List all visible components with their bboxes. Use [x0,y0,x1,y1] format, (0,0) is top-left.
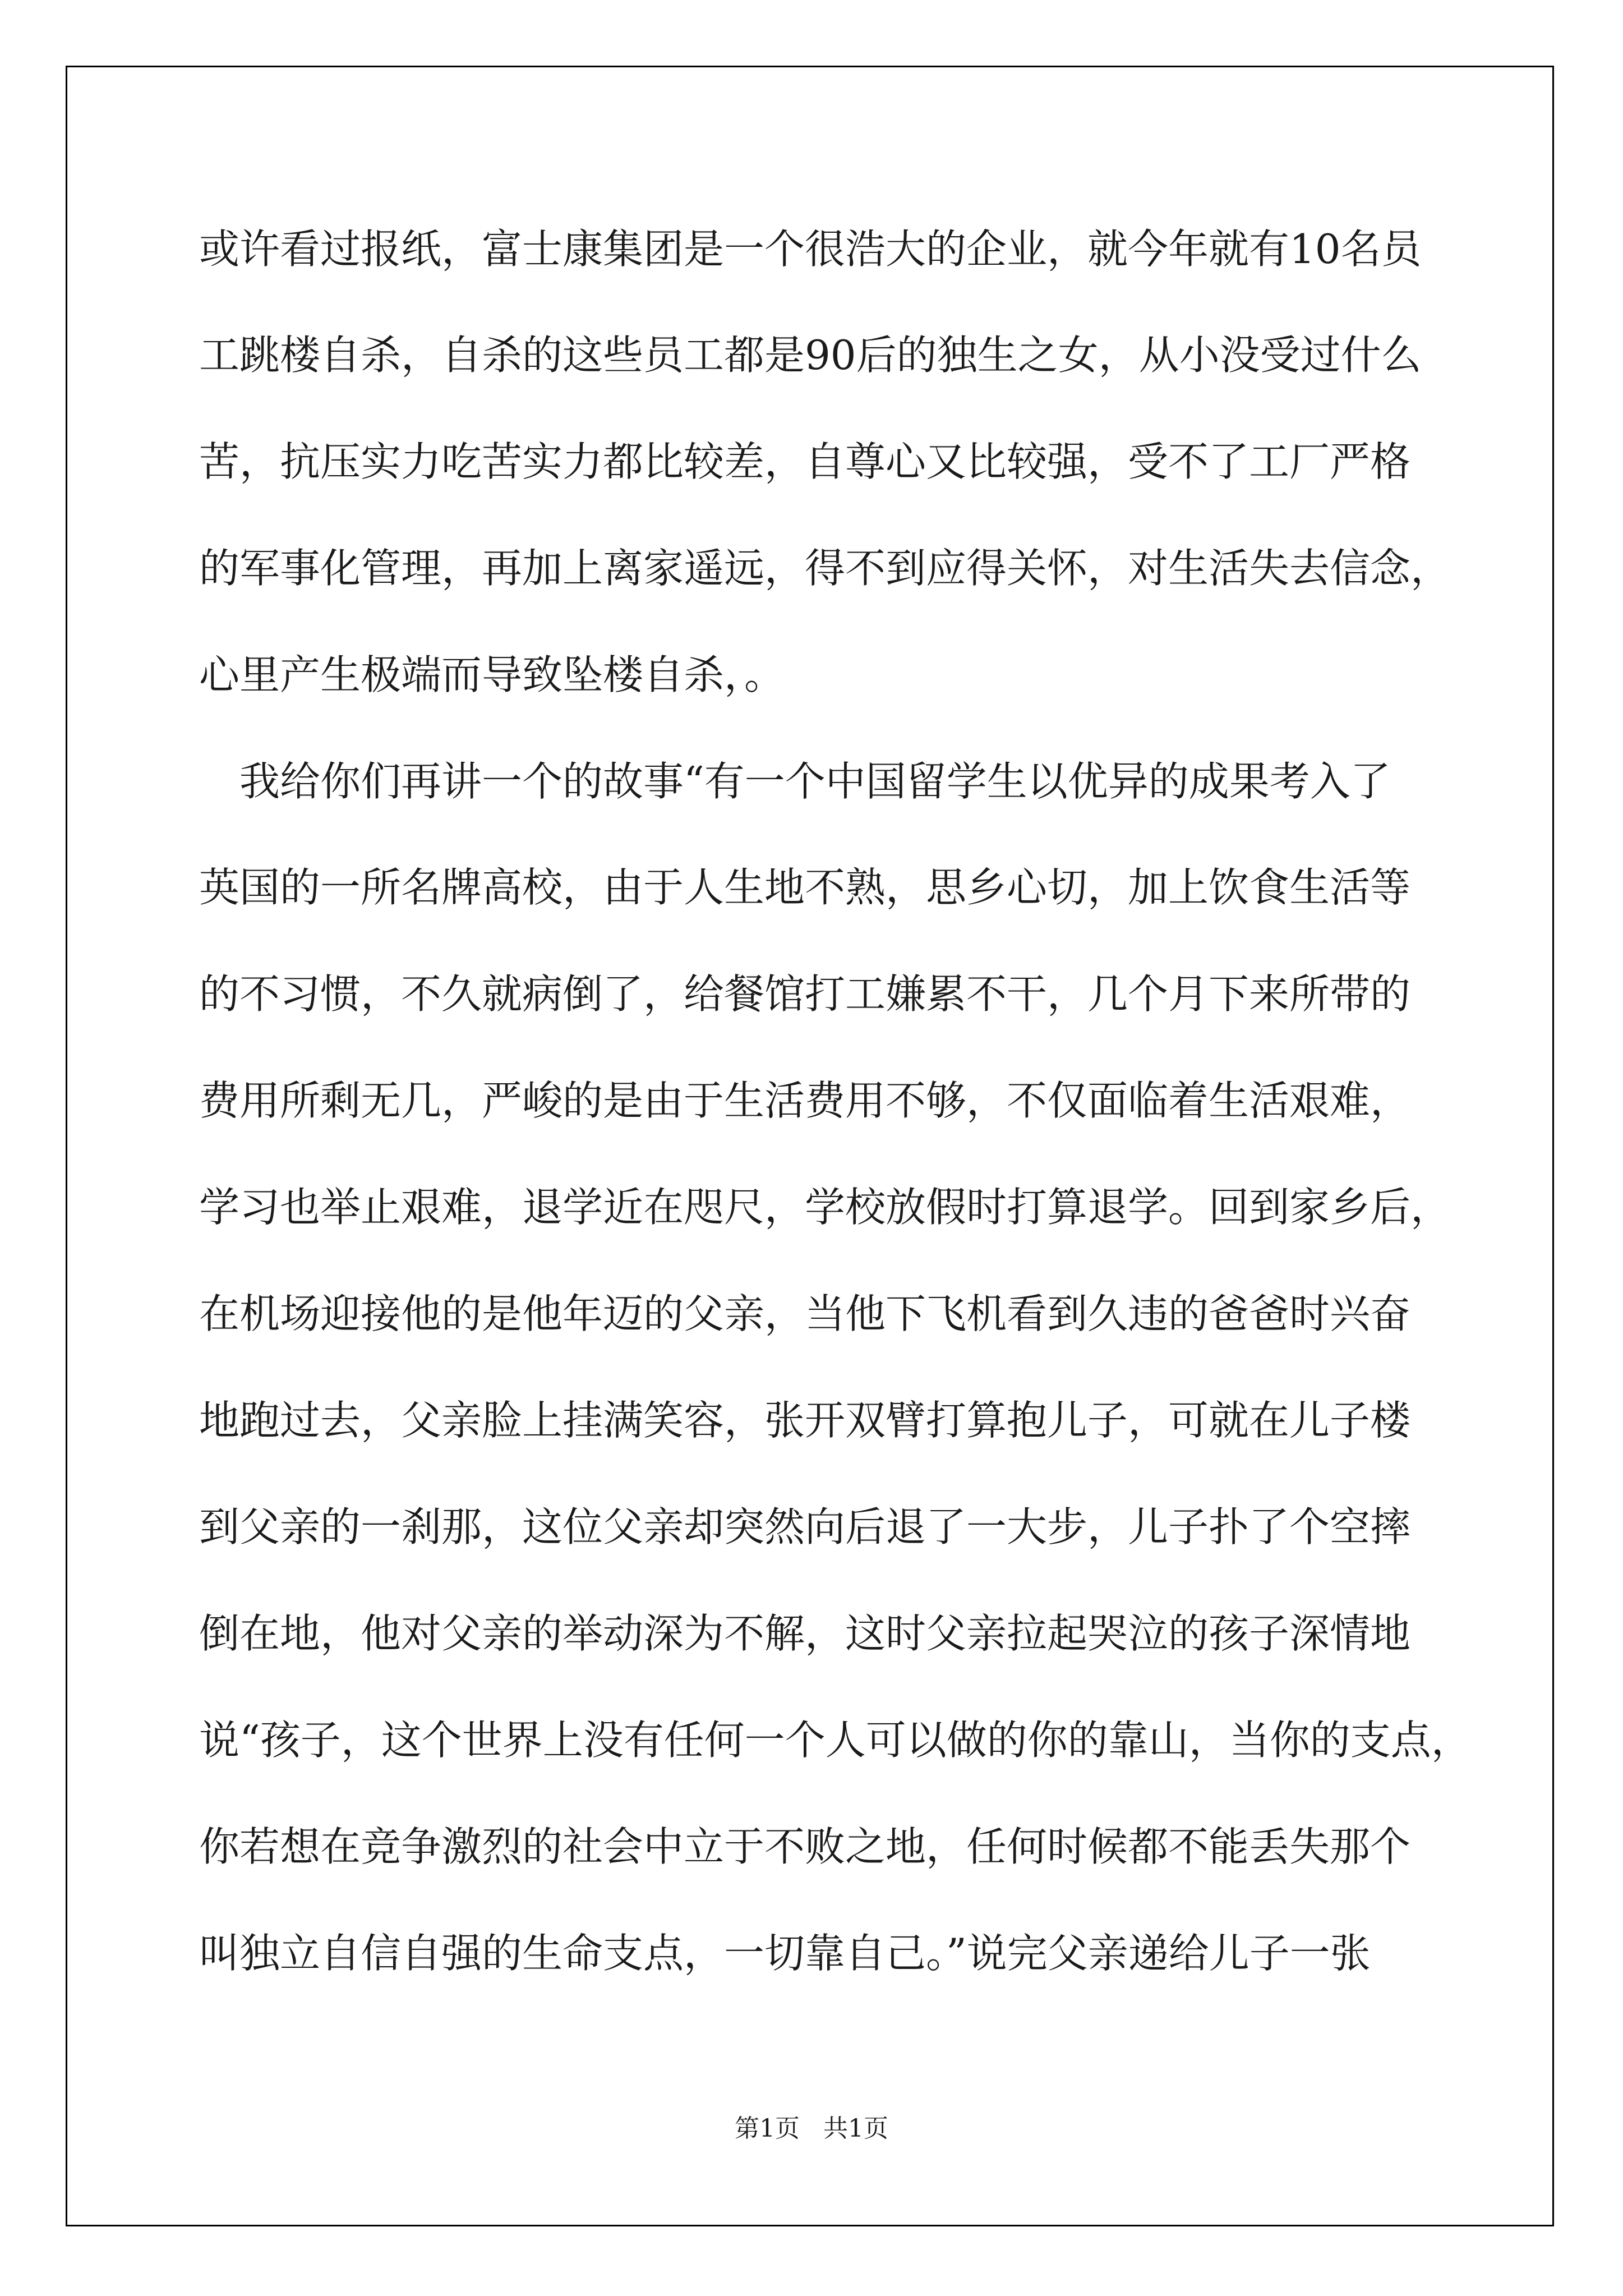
paragraph-line: 在机场迎接他的是他年迈的父亲，当他下飞机看到久违的爸爸时兴奋 [199,1290,1411,1337]
page-border [66,66,1554,2226]
paragraph-line: 的军事化管理，再加上离家遥远，得不到应得关怀，对生活失去信念， [199,545,1451,592]
paragraph-line: 费用所剩无几，严峻的是由于生活费用不够，不仅面临着生活艰难， [199,1077,1411,1124]
paragraph-line: 心里产生极端而导致坠楼自杀，。 [199,651,785,698]
paragraph-line: 学习也举止艰难，退学近在咫尺，学校放假时打算退学。回到家乡后， [199,1184,1451,1231]
paragraph-line: 的不习惯，不久就病倒了，给餐馆打工嫌累不干，几个月下来所带的 [199,970,1411,1018]
page-number-footer: 第1页 共1页 [735,2114,888,2143]
paragraph-line: 到父亲的一刹那，这位父亲却突然向后退了一大步，儿子扑了个空摔 [199,1503,1411,1550]
paragraph-line: 我给你们再讲一个的故事“有一个中国留学生以优异的成果考入了 [239,758,1391,805]
paragraph-line: 苦，抗压实力吃苦实力都比较差，自尊心又比较强，受不了工厂严格 [199,438,1411,485]
paragraph-line: 叫独立自信自强的生命支点，一切靠自己。”说完父亲递给儿子一张 [199,1930,1371,1977]
paragraph-line: 地跑过去，父亲脸上挂满笑容，张开双臂打算抱儿子，可就在儿子楼 [199,1397,1411,1444]
paragraph-line: 英国的一所名牌高校，由于人生地不熟，思乡心切，加上饮食生活等 [199,864,1411,911]
paragraph-line: 你若想在竞争激烈的社会中立于不败之地，任何时候都不能丢失那个 [199,1823,1411,1870]
paragraph-line: 说“孩子，这个世界上没有任何一个人可以做的你的靠山，当你的支点， [199,1717,1472,1764]
paragraph-line: 倒在地，他对父亲的举动深为不解，这时父亲拉起哭泣的孩子深情地 [199,1610,1411,1657]
paragraph-line: 工跳楼自杀，自杀的这些员工都是90后的独生之女，从小没受过什么 [199,332,1422,379]
paragraph-line: 或许看过报纸，富士康集团是一个很浩大的企业，就今年就有10名员 [199,226,1422,273]
